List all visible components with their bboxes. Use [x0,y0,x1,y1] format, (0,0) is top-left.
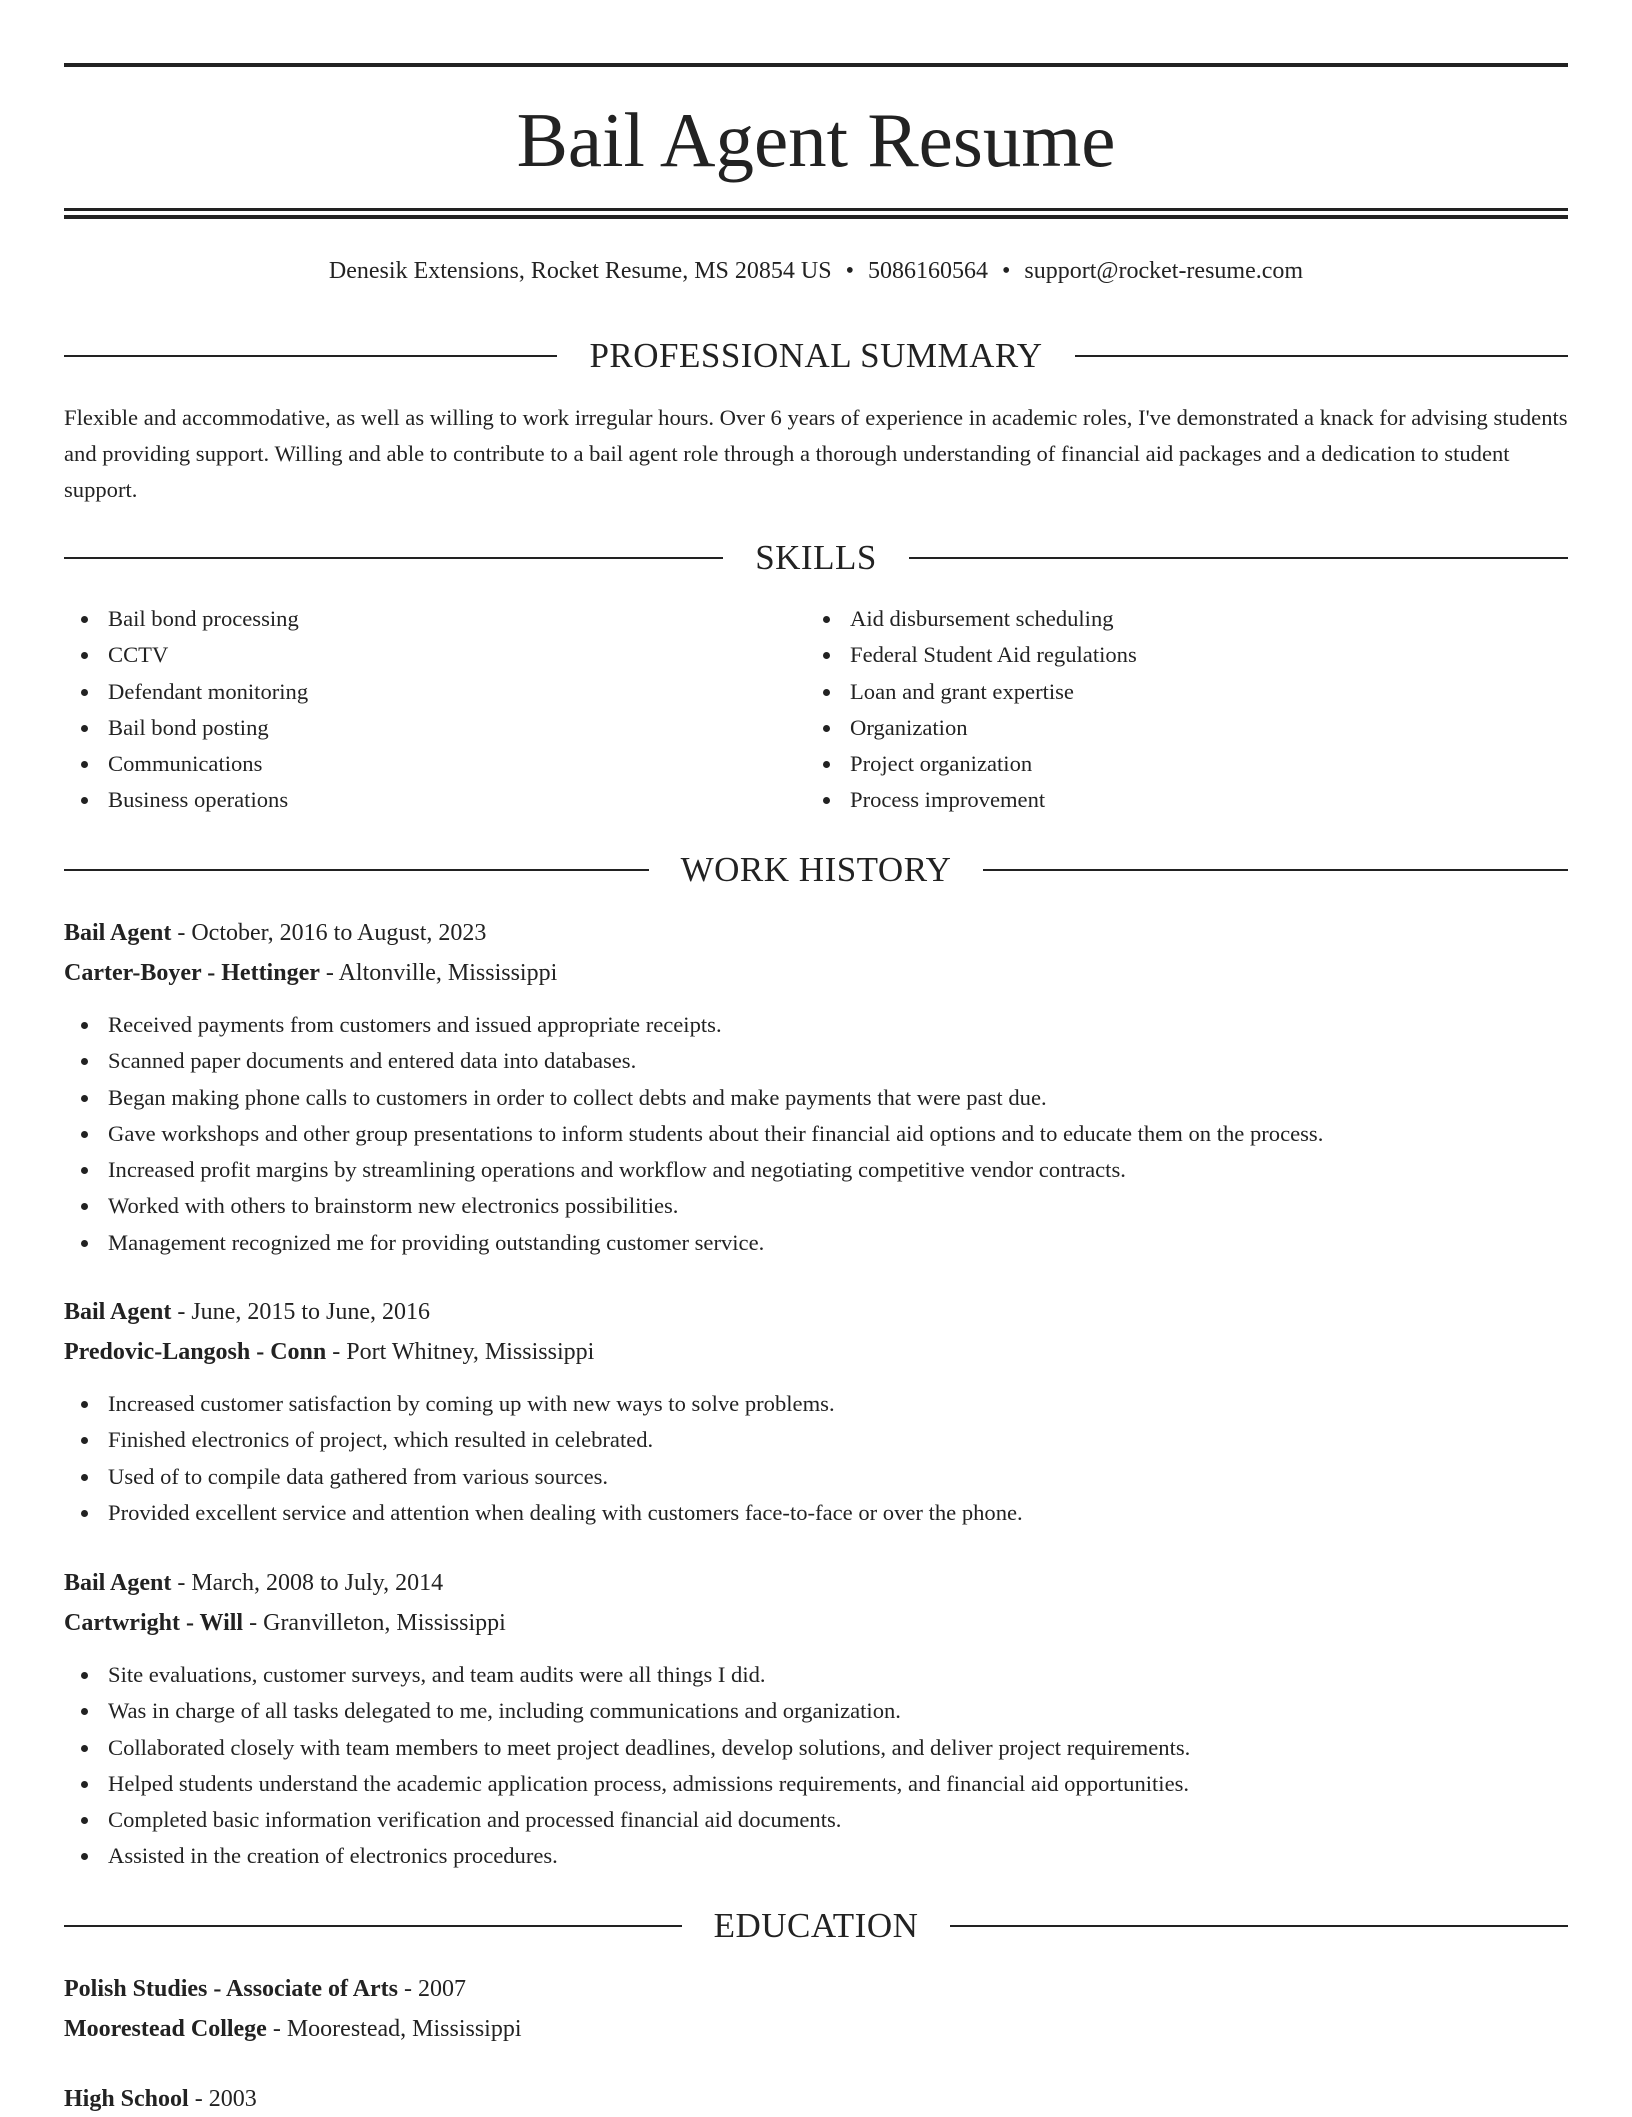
heading-rule-right [950,1925,1568,1927]
job-bullet: Used of to compile data gathered from various sources. [64,1459,1568,1495]
heading-rule-left [64,557,723,559]
contact-phone: 5086160564 [867,258,988,284]
job-bullets [64,1657,1568,1875]
skill-item: CCTV [64,637,804,673]
skill-item: Loan and grant expertise [806,674,1546,710]
education-degree-line: High School - 2003 [64,2086,257,2112]
job-bullet: Site evaluations, customer surveys, and team audits were all things I did. [64,1657,1568,1693]
job-bullet: Management recognized me for providing outstanding customer service. [64,1225,1568,1261]
work-heading [64,848,1568,892]
education-location: Moorestead, Mississippi [286,2016,522,2042]
job-location: Port Whitney, Mississippi [346,1339,595,1365]
job-dates: June, 2015 to June, 2016 [191,1299,430,1325]
job-dates: October, 2016 to August, 2023 [191,920,487,946]
skill-item: Organization [806,710,1546,746]
skill-item: Communications [64,746,804,782]
education-heading [64,1904,1568,1948]
work-heading-label: WORK HISTORY [680,850,952,889]
title-rule-upper [64,208,1568,211]
job-bullet: Increased profit margins by streamlining operations and workflow and negotiating competitive vendor contracts. [64,1152,1568,1188]
education-degree: High School [64,2086,189,2112]
heading-rule-left [64,355,557,357]
heading-rule-right [983,869,1568,871]
job-bullet: Assisted in the creation of electronics procedures. [64,1838,1568,1874]
skill-item: Project organization [806,746,1546,782]
skill-item: Bail bond posting [64,710,804,746]
summary-heading-label: PROFESSIONAL SUMMARY [589,336,1043,375]
heading-rule-right [909,557,1568,559]
job-company: Carter-Boyer - Hettinger [64,960,320,986]
title-rule-lower [64,215,1568,219]
heading-rule-left [64,869,649,871]
education-degree: Polish Studies - Associate of Arts [64,1976,399,2002]
skill-item: Aid disbursement scheduling [806,601,1546,637]
resume-title: Bail Agent Resume [516,97,1116,183]
job-title: Bail Agent [64,1570,172,1596]
job-bullet: Collaborated closely with team members to meet project deadlines, develop solutions, and deliver project requirements. [64,1730,1568,1766]
job-title-line: Bail Agent - October, 2016 to August, 2023 [64,920,487,946]
job-bullet: Provided excellent service and attention when dealing with customers face-to-face or over the phone. [64,1495,1568,1531]
skills-list-left [64,601,804,819]
job-title: Bail Agent [64,920,172,946]
skills-heading [64,536,1568,580]
skill-item: Defendant monitoring [64,674,804,710]
contact-email: support@rocket-resume.com [1024,258,1304,284]
skill-item: Process improvement [806,782,1546,818]
job-company-line: Carter-Boyer - Hettinger - Altonville, Mississippi [64,960,558,986]
summary-heading [64,334,1568,378]
job-company-line: Predovic-Langosh - Conn - Port Whitney, Mississippi [64,1339,595,1365]
job-title: Bail Agent [64,1299,172,1325]
job-dates: March, 2008 to July, 2014 [191,1570,444,1596]
job-bullets [64,1007,1568,1261]
heading-rule-left [64,1925,682,1927]
job-bullet: Helped students understand the academic application process, admissions requirements, and financial aid opportunities. [64,1766,1568,1802]
contact-separator: • [1001,258,1011,284]
job-company-line: Cartwright - Will - Granvilleton, Mississippi [64,1610,506,1636]
job-bullet: Increased customer satisfaction by coming up with new ways to solve problems. [64,1386,1568,1422]
job-company: Cartwright - Will [64,1610,244,1636]
education-degree-line: Polish Studies - Associate of Arts - 2007 [64,1976,467,2002]
skills-list-right [806,601,1546,819]
job-bullet: Finished electronics of project, which resulted in celebrated. [64,1422,1568,1458]
job-title-line: Bail Agent - March, 2008 to July, 2014 [64,1570,444,1596]
summary-text: Flexible and accommodative, as well as willing to work irregular hours. Over 6 years of experience in academic roles, I've demonstrated a knack for advising students and providing support. Willing and able to contribute to a bail agent role through a thorough understanding of financial aid packages and a dedication to student support. [64,405,1568,502]
education-school: Moorestead College [64,2016,267,2042]
heading-rule-right [1075,355,1568,357]
job-bullet: Began making phone calls to customers in order to collect debts and make payments that were past due. [64,1080,1568,1116]
job-location: Granvilleton, Mississippi [263,1610,506,1636]
education-heading-label: EDUCATION [713,1906,919,1945]
job-bullet: Completed basic information verification and processed financial aid documents. [64,1802,1568,1838]
job-company: Predovic-Langosh - Conn [64,1339,327,1365]
contact-line [64,254,1568,288]
skill-item: Federal Student Aid regulations [806,637,1546,673]
job-bullet: Worked with others to brainstorm new electronics possibilities. [64,1188,1568,1224]
job-bullet: Received payments from customers and issued appropriate receipts. [64,1007,1568,1043]
job-bullet: Scanned paper documents and entered data into databases. [64,1043,1568,1079]
skills-heading-label: SKILLS [755,538,877,577]
contact-address: Denesik Extensions, Rocket Resume, MS 20854 US [328,258,832,284]
top-rule [64,63,1568,67]
job-title-line: Bail Agent - June, 2015 to June, 2016 [64,1299,430,1325]
job-bullet: Was in charge of all tasks delegated to me, including communications and organization. [64,1693,1568,1729]
education-year: 2003 [208,2086,257,2112]
job-location: Altonville, Mississippi [338,960,558,986]
job-bullets [64,1386,1568,1531]
education-school-line: Moorestead College - Moorestead, Mississippi [64,2016,522,2042]
education-year: 2007 [418,1976,467,2002]
skill-item: Bail bond processing [64,601,804,637]
contact-separator: • [845,258,854,284]
job-bullet: Gave workshops and other group presentations to inform students about their financial aid options and to educate them on the process. [64,1116,1568,1152]
skill-item: Business operations [64,782,804,818]
